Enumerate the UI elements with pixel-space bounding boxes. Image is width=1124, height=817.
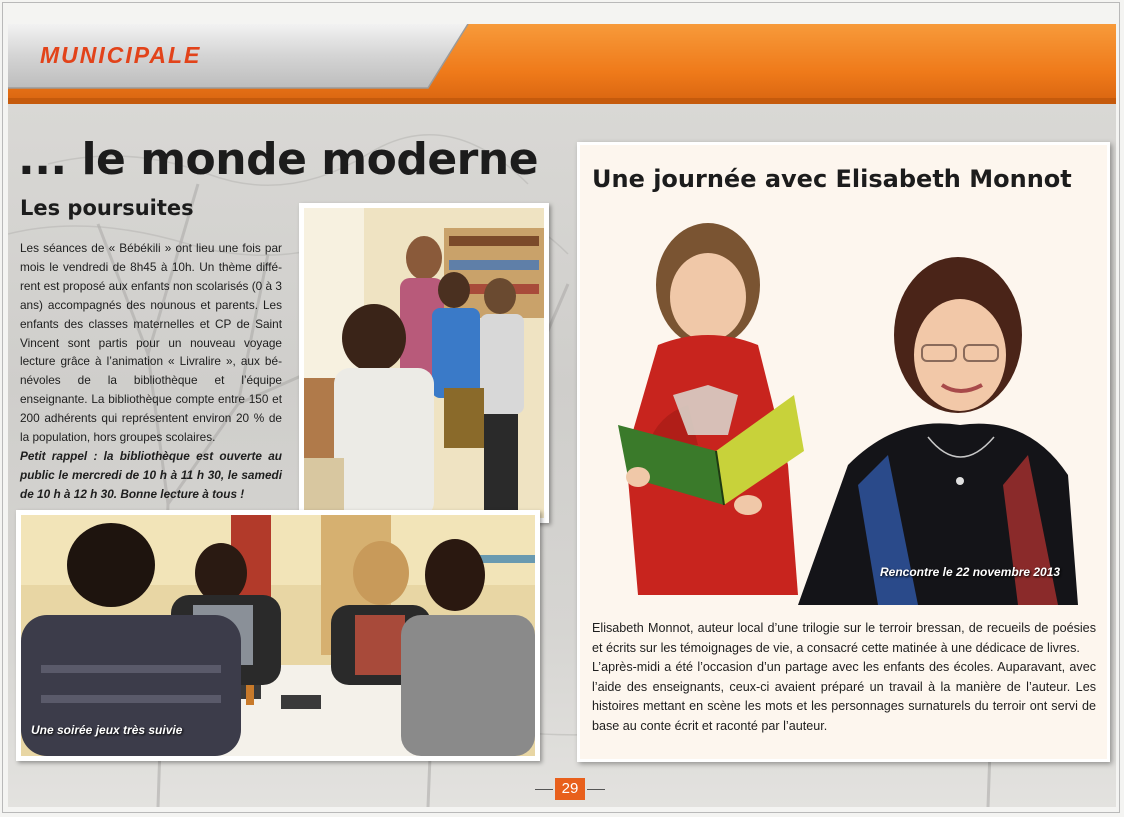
games-scene-image [21, 515, 535, 756]
page-number-line-left [535, 789, 553, 790]
paragraph: Elisabeth Monnot, auteur local d’une trilogie sur le terroir bressan, de recueils de poésies et écrits sur les témoignages de vie, a consacré cette matinée à une dédicace de livres. [592, 621, 1096, 655]
panel-body [592, 619, 1096, 737]
author-feature-panel [577, 142, 1110, 762]
opening-hours-reminder: Petit rappel : la bibliothèque est ouverte au public le mercredi de 10 h à 11 h 30, le samedi de 10 h à 12 h 30. Bonne lecture à tous ! [20, 448, 282, 501]
article-title: ... le monde moderne [18, 134, 539, 185]
article-subtitle: Les poursuites [20, 196, 194, 220]
page-number-line-right [587, 789, 605, 790]
paragraph: Les séances de « Bébékili » ont lieu une fois par mois le vendredi de 8h45 à 10h. Un thème différent est proposé aux enfants non scolarisés (0 à 3 ans) accompagnés des nounous et parents. Les enfants des classes maternelles et CP de Saint Vincent sont partis pour un nouveau voyage lecture grâce à l’animation « Livralire », aux bénévoles de la bibliothèque et l’équipe enseignante. La bibliothèque compte entre 150 et 200 adhérents qui représentent environ 20 % de la population, hors groupes scolaires. [20, 241, 282, 445]
photo-games-evening [16, 510, 540, 761]
author-and-child-image [598, 215, 1078, 605]
library-scene-image [304, 208, 544, 518]
panel-title: Une journée avec Elisabeth Monnot [592, 165, 1072, 193]
photo-caption-author: Rencontre le 22 novembre 2013 [880, 565, 1061, 579]
paragraph: L’après-midi a été l’occasion d’un partage avec les enfants des écoles. Auparavant, avec l’aide des enseignants, ceux-ci avaient préparé un travail à la manière de l’auteur. Les histoires mettant en scène les mots et les personnages surnaturels du terroir ont servi de base au conte écrit et raconté par l’auteur. [592, 660, 1096, 733]
photo-library-children [299, 203, 549, 523]
article-body [20, 239, 282, 504]
section-title: MUNICIPALE [40, 42, 202, 68]
page-number: 29 [555, 778, 585, 800]
photo-caption-games: Une soirée jeux très suivie [31, 723, 183, 737]
